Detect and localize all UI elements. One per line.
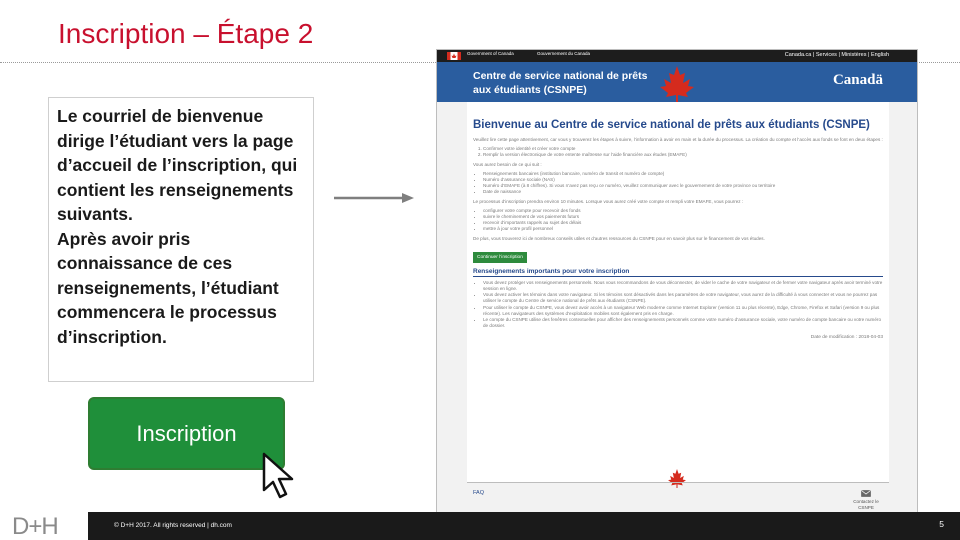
- top-links[interactable]: Canada.ca | Services | Ministères | English: [784, 52, 889, 58]
- list-item: • Vous devez activer les témoins dans votre navigateur. Si les témoins sont désactivés dans les paramètres de votre navigateur, vous aurez de la difficulté à vous connecter et vous ne pourrez pas utiliser le compte du Centre de service national de prêts aux étudiants (CSNPE).: [483, 292, 883, 304]
- needs-list: [473, 171, 883, 196]
- government-name-english: Government of Canada: [467, 51, 514, 56]
- canada-flag-icon: [447, 52, 461, 60]
- government-bar: [437, 50, 918, 62]
- list-item: 1. Confirmer votre identité et créer votre compte: [483, 146, 883, 152]
- envelope-icon[interactable]: [861, 490, 871, 497]
- page-number: 5: [939, 519, 944, 529]
- modified-date: Date de modification : 2018-04-03: [810, 335, 883, 341]
- contact-link[interactable]: Contactez le CSNPE: [853, 499, 879, 510]
- site-banner: [437, 62, 918, 102]
- list-item: 2. Remplir la version électronique de votre entente maîtresse sur l’aide financière aux études (EMAFE): [483, 152, 883, 158]
- dh-logo: D+H: [12, 513, 58, 540]
- list-item: • Numéro d’EMAFE (à 8 chiffres). Si vous n’avez pas reçu ce numéro, veuillez communiquer avec le gouvernement de votre province ou territoire: [483, 183, 883, 189]
- faq-link[interactable]: FAQ: [473, 490, 485, 496]
- steps-list: [473, 146, 883, 158]
- page-heading: Bienvenue au Centre de service national de prêts aux étudiants (CSNPE): [473, 119, 870, 131]
- list-item: • suivre le cheminement de vos paiements futurs: [483, 214, 883, 220]
- explanation-paragraph-2: Après avoir pris connaissance de ces renseignements, l’étudiant commencera le processus d’inscription.: [57, 228, 279, 347]
- important-heading: Renseignements importants pour votre inscription: [473, 268, 883, 277]
- maple-leaf-icon: [657, 64, 697, 102]
- after-list: [473, 208, 883, 233]
- mouse-pointer-icon: [262, 452, 296, 500]
- list-item: • Numéro d’assurance sociale (NAS): [483, 177, 883, 183]
- list-item: • recevoir d’importants rappels au sujet des délais: [483, 220, 883, 226]
- arrow-right-icon: [334, 190, 414, 206]
- list-item: • Le compte du CSNPE utilise des fenêtres contextuelles pour afficher des renseignements personnels comme votre numéro d’assurance sociale, votre numéro de compte bancaire ou votre numéro de dossier.: [483, 317, 883, 329]
- list-item: • configurer votre compte pour recevoir des fonds: [483, 208, 883, 214]
- list-item: • Renseignements bancaires (institution bancaire, numéro de transit et numéro de compte): [483, 171, 883, 177]
- continue-registration-button[interactable]: Continuer l’inscription: [473, 252, 527, 263]
- government-name-french: Gouvernement du Canada: [537, 51, 591, 56]
- banner-title: Centre de service national de prêts aux étudiants (CSNPE): [473, 70, 648, 96]
- canada-wordmark: Canadä: [832, 72, 883, 88]
- footer-bar: [88, 512, 960, 540]
- list-item: • Date de naissance: [483, 189, 883, 195]
- needs-heading: Vous aurez besoin de ce qui suit :: [473, 161, 542, 167]
- registration-page-screenshot: [436, 49, 918, 515]
- list-item: • mettre à jour votre profil personnel: [483, 226, 883, 232]
- slide-title: Inscription – Étape 2: [58, 18, 314, 49]
- page-content: [467, 102, 889, 482]
- copyright-text: © D+H 2017. All rights reserved | dh.com: [114, 522, 232, 529]
- explanation-textbox: [48, 97, 314, 382]
- duration-text: Le processus d’inscription prendra environ 10 minutes. Lorsque vous aurez créé votre compte et rempli votre EMAFE, vous pourrez :: [473, 198, 744, 204]
- more-info-text: De plus, vous trouverez ici de nombreux conseils utiles et d’autres ressources du CSNPE pour en savoir plus sur le financement de vos études.: [473, 235, 765, 241]
- inscription-button[interactable]: Inscription: [88, 397, 285, 470]
- explanation-paragraph-1: Le courriel de bienvenue dirige l’étudiant vers la page d’accueil de l’inscription, qui contient les renseignements suivants.: [57, 106, 298, 224]
- important-list: [473, 280, 883, 330]
- list-item: • Pour utiliser le compte du CSNPE, vous devez avoir accès à un navigateur Web moderne comme Internet Explorer (version 11 ou plus récente), Edge, Chrome, Firefox et Safari (version 9 ou plus récente). Les navigateurs des systèmes d’exploitation mobiles sont également pris en charge.: [483, 305, 883, 317]
- maple-leaf-icon: [665, 468, 689, 488]
- intro-text: Veuillez lire cette page attentivement, car vous y trouverez les étapes à suivre, l’information à avoir en main et la durée du processus. La création du compte et l’accès aux fonds se font en deux étapes :: [473, 137, 883, 142]
- list-item: • Vous devez protéger vos renseignements personnels. Nous vous recommandons de vous déconnecter, de vider le cache de votre navigateur et de fermer votre navigateur après avoir terminé votre session en ligne.: [483, 280, 883, 292]
- footer-divider: [467, 482, 889, 483]
